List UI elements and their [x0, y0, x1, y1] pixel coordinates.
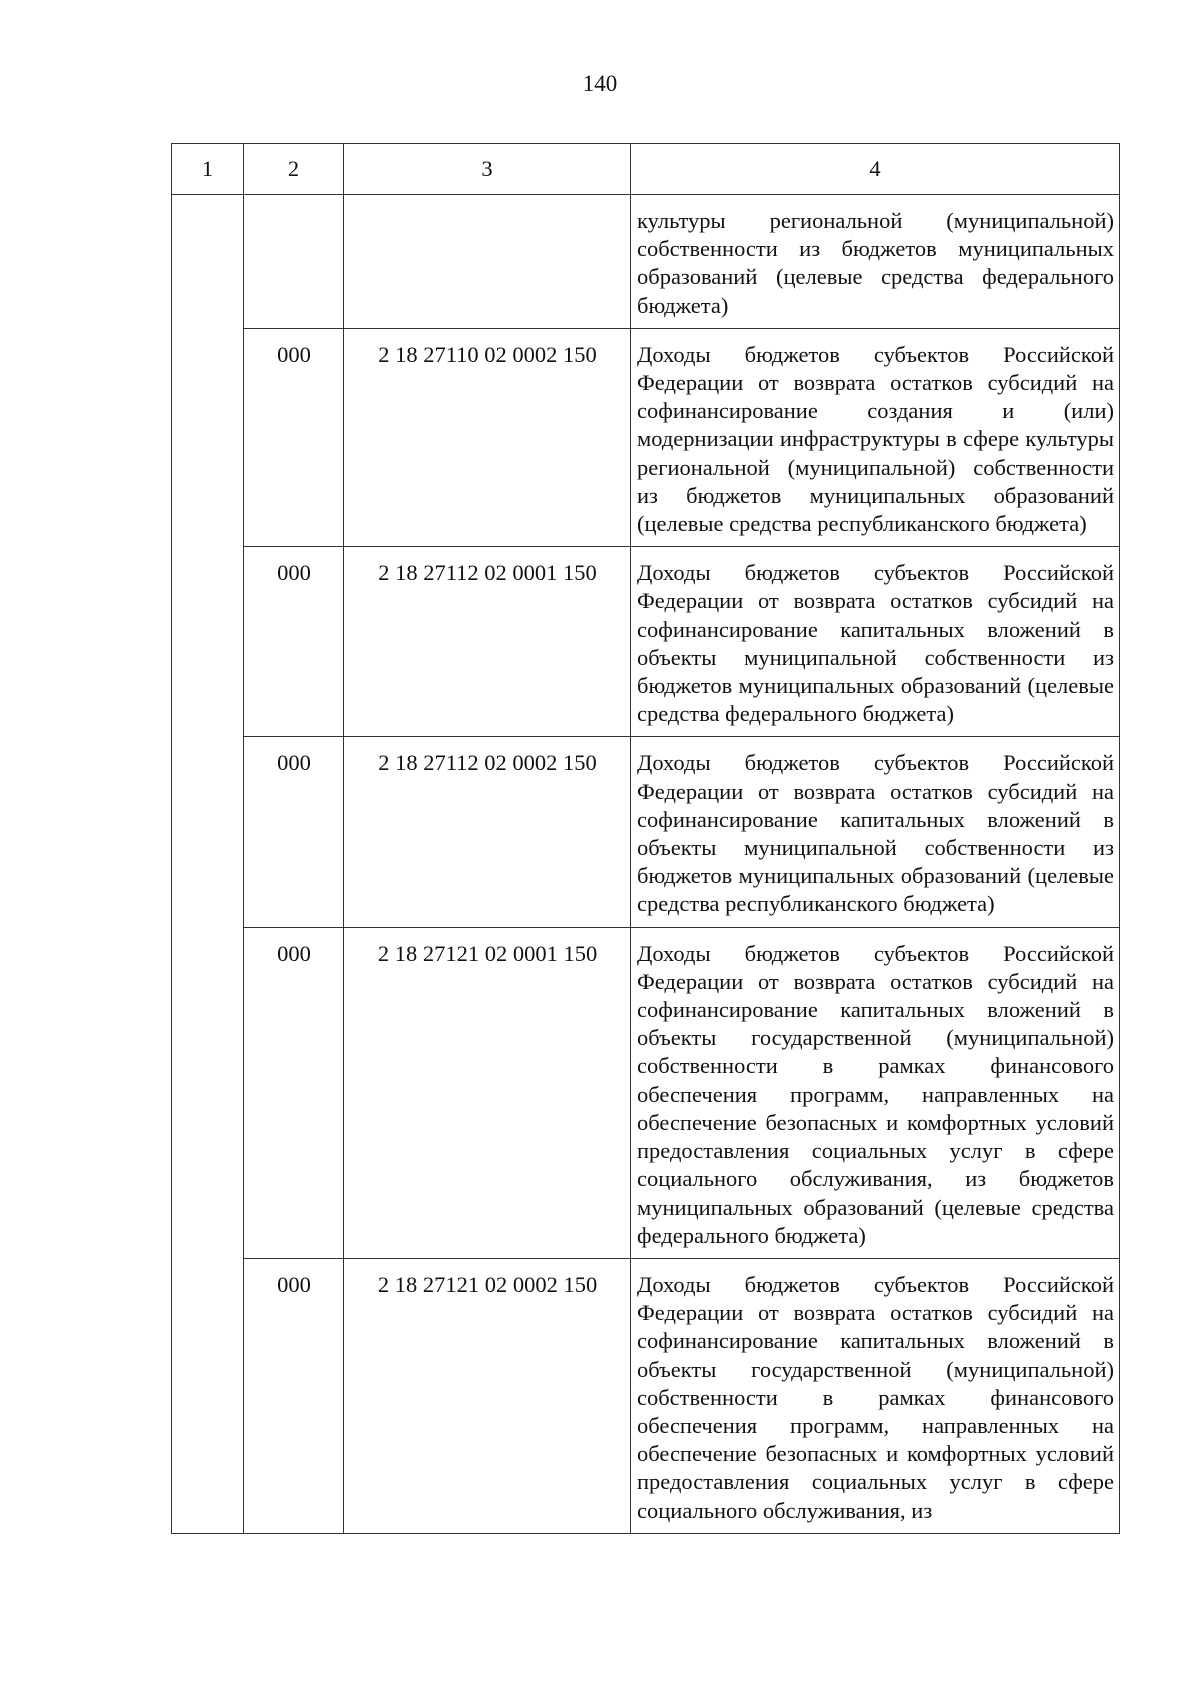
- description-cell: Доходы бюджетов субъектов Российской Федерации от возврата остатков субсидий на софинансирование капитальных вложений в объекты государственной (муниципальной) собственности в рамках финансового обеспечения программ, направленных на обеспечение безопасных и комфортных условий предоставления социальных услуг в сфере социального обслуживания, из: [631, 1258, 1120, 1533]
- table-header-row: [172, 144, 1120, 195]
- budget-classification-table: [171, 143, 1120, 1534]
- page-number: 140: [582, 71, 618, 96]
- description-cell: Доходы бюджетов субъектов Российской Федерации от возврата остатков субсидий на софинансирование капитальных вложений в объекты государственной (муниципальной) собственности в рамках финансового обеспечения программ, направленных на обеспечение безопасных и комфортных условий предоставления социальных услуг в сфере социального обслуживания, из бюджетов муниципальных образований (целевые средства федерального бюджета): [631, 927, 1120, 1258]
- admin-code-cell: [244, 195, 344, 329]
- admin-code-cell: 000: [244, 1258, 344, 1533]
- income-code-cell: [344, 195, 631, 329]
- income-code-cell: 2 18 27112 02 0002 150: [344, 737, 631, 927]
- header-col-1: 1: [172, 144, 244, 195]
- header-col-4: 4: [631, 144, 1120, 195]
- admin-code-cell: 000: [244, 328, 344, 546]
- income-code-cell: 2 18 27112 02 0001 150: [344, 547, 631, 737]
- admin-code-cell: 000: [244, 927, 344, 1258]
- description-cell: культуры региональной (муниципальной) собственности из бюджетов муниципальных образований (целевые средства федерального бюджета): [631, 195, 1120, 329]
- header-col-2: 2: [244, 144, 344, 195]
- header-col-3: 3: [344, 144, 631, 195]
- table-row: [172, 737, 1120, 927]
- table-row: [172, 1258, 1120, 1533]
- table-row: [172, 195, 1120, 329]
- table-row: [172, 328, 1120, 546]
- admin-code-cell: 000: [244, 547, 344, 737]
- description-cell: Доходы бюджетов субъектов Российской Федерации от возврата остатков субсидий на софинансирование капитальных вложений в объекты муниципальной собственности из бюджетов муниципальных образований (целевые средства республиканского бюджета): [631, 737, 1120, 927]
- admin-code-cell: 000: [244, 737, 344, 927]
- income-code-cell: 2 18 27121 02 0002 150: [344, 1258, 631, 1533]
- income-code-cell: 2 18 27121 02 0001 150: [344, 927, 631, 1258]
- col-1-cell: [172, 195, 244, 1534]
- table-row: [172, 547, 1120, 737]
- income-code-cell: 2 18 27110 02 0002 150: [344, 328, 631, 546]
- description-cell: Доходы бюджетов субъектов Российской Федерации от возврата остатков субсидий на софинансирование создания и (или) модернизации инфраструктуры в сфере культуры региональной (муниципальной) собственности из бюджетов муниципальных образований (целевые средства республиканского бюджета): [631, 328, 1120, 546]
- description-cell: Доходы бюджетов субъектов Российской Федерации от возврата остатков субсидий на софинансирование капитальных вложений в объекты муниципальной собственности из бюджетов муниципальных образований (целевые средства федерального бюджета): [631, 547, 1120, 737]
- table-row: [172, 927, 1120, 1258]
